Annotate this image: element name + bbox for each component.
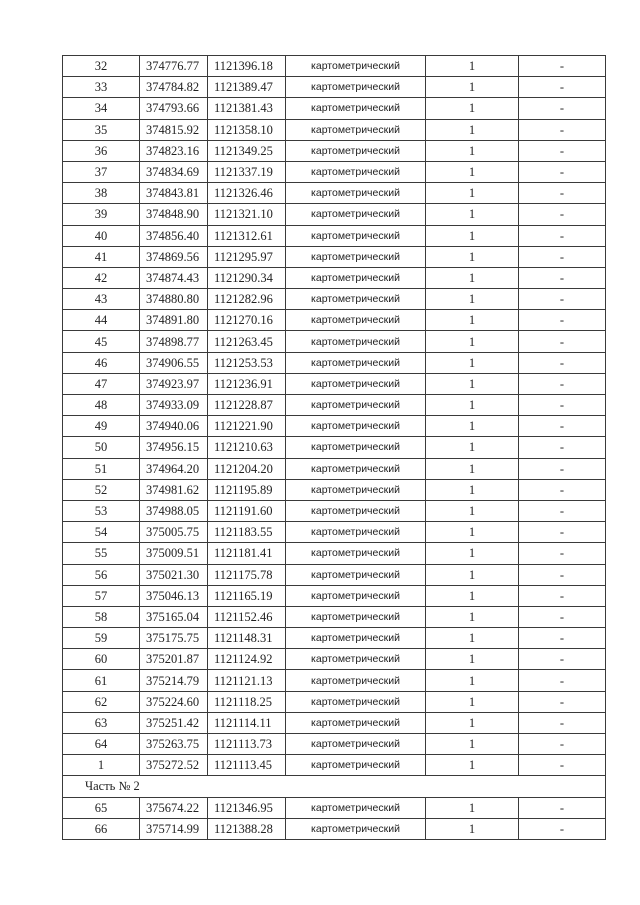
- point-number-cell: 41: [63, 246, 140, 267]
- table-row: [63, 331, 606, 352]
- note-cell: -: [519, 437, 606, 458]
- table-row: [63, 98, 606, 119]
- table-row: [63, 818, 606, 839]
- x-coordinate-cell: 374981.62: [140, 479, 208, 500]
- method-cell: картометрический: [286, 395, 426, 416]
- note-cell: -: [519, 331, 606, 352]
- point-number-cell: 52: [63, 479, 140, 500]
- table-row: [63, 373, 606, 394]
- point-number-cell: 35: [63, 119, 140, 140]
- y-coordinate-cell: 1121282.96: [208, 289, 286, 310]
- point-number-cell: 66: [63, 818, 140, 839]
- table-row: [63, 649, 606, 670]
- point-number-cell: 37: [63, 161, 140, 182]
- accuracy-category-cell: 1: [426, 98, 519, 119]
- note-cell: -: [519, 734, 606, 755]
- x-coordinate-cell: 375021.30: [140, 564, 208, 585]
- x-coordinate-cell: 375201.87: [140, 649, 208, 670]
- point-number-cell: 47: [63, 373, 140, 394]
- point-number-cell: 61: [63, 670, 140, 691]
- table-row: [63, 395, 606, 416]
- method-cell: картометрический: [286, 755, 426, 776]
- table-row: [63, 543, 606, 564]
- table-row: [63, 289, 606, 310]
- y-coordinate-cell: 1121389.47: [208, 77, 286, 98]
- y-coordinate-cell: 1121396.18: [208, 56, 286, 77]
- accuracy-category-cell: 1: [426, 797, 519, 818]
- method-cell: картометрический: [286, 543, 426, 564]
- note-cell: -: [519, 755, 606, 776]
- method-cell: картометрический: [286, 479, 426, 500]
- accuracy-category-cell: 1: [426, 119, 519, 140]
- point-number-cell: 48: [63, 395, 140, 416]
- accuracy-category-cell: 1: [426, 310, 519, 331]
- note-cell: -: [519, 225, 606, 246]
- accuracy-category-cell: 1: [426, 161, 519, 182]
- x-coordinate-cell: 374880.80: [140, 289, 208, 310]
- method-cell: картометрический: [286, 331, 426, 352]
- table-row: [63, 670, 606, 691]
- method-cell: картометрический: [286, 225, 426, 246]
- point-number-cell: 49: [63, 416, 140, 437]
- note-cell: -: [519, 458, 606, 479]
- y-coordinate-cell: 1121263.45: [208, 331, 286, 352]
- accuracy-category-cell: 1: [426, 352, 519, 373]
- y-coordinate-cell: 1121165.19: [208, 585, 286, 606]
- point-number-cell: 38: [63, 183, 140, 204]
- x-coordinate-cell: 374834.69: [140, 161, 208, 182]
- table-row: [63, 691, 606, 712]
- table-row: [63, 564, 606, 585]
- point-number-cell: 56: [63, 564, 140, 585]
- point-number-cell: 64: [63, 734, 140, 755]
- note-cell: -: [519, 140, 606, 161]
- point-number-cell: 63: [63, 712, 140, 733]
- note-cell: -: [519, 289, 606, 310]
- y-coordinate-cell: 1121183.55: [208, 522, 286, 543]
- accuracy-category-cell: 1: [426, 373, 519, 394]
- point-number-cell: 33: [63, 77, 140, 98]
- accuracy-category-cell: 1: [426, 140, 519, 161]
- note-cell: -: [519, 479, 606, 500]
- x-coordinate-cell: 375674.22: [140, 797, 208, 818]
- accuracy-category-cell: 1: [426, 500, 519, 521]
- y-coordinate-cell: 1121148.31: [208, 628, 286, 649]
- x-coordinate-cell: 374848.90: [140, 204, 208, 225]
- note-cell: -: [519, 77, 606, 98]
- method-cell: картометрический: [286, 437, 426, 458]
- table-row: [63, 119, 606, 140]
- note-cell: -: [519, 670, 606, 691]
- point-number-cell: 34: [63, 98, 140, 119]
- method-cell: картометрический: [286, 77, 426, 98]
- accuracy-category-cell: 1: [426, 183, 519, 204]
- method-cell: картометрический: [286, 458, 426, 479]
- y-coordinate-cell: 1121113.73: [208, 734, 286, 755]
- point-number-cell: 65: [63, 797, 140, 818]
- point-number-cell: 55: [63, 543, 140, 564]
- note-cell: -: [519, 585, 606, 606]
- y-coordinate-cell: 1121388.28: [208, 818, 286, 839]
- note-cell: -: [519, 543, 606, 564]
- table-row: [63, 204, 606, 225]
- y-coordinate-cell: 1121204.20: [208, 458, 286, 479]
- x-coordinate-cell: 375165.04: [140, 606, 208, 627]
- note-cell: -: [519, 564, 606, 585]
- accuracy-category-cell: 1: [426, 543, 519, 564]
- x-coordinate-cell: 375272.52: [140, 755, 208, 776]
- accuracy-category-cell: 1: [426, 755, 519, 776]
- table-row: [63, 797, 606, 818]
- method-cell: картометрический: [286, 204, 426, 225]
- x-coordinate-cell: 374891.80: [140, 310, 208, 331]
- accuracy-category-cell: 1: [426, 56, 519, 77]
- x-coordinate-cell: 375005.75: [140, 522, 208, 543]
- note-cell: -: [519, 119, 606, 140]
- method-cell: картометрический: [286, 606, 426, 627]
- y-coordinate-cell: 1121113.45: [208, 755, 286, 776]
- x-coordinate-cell: 375175.75: [140, 628, 208, 649]
- x-coordinate-cell: 374964.20: [140, 458, 208, 479]
- document-page: [62, 55, 605, 840]
- point-number-cell: 54: [63, 522, 140, 543]
- x-coordinate-cell: 374874.43: [140, 267, 208, 288]
- accuracy-category-cell: 1: [426, 564, 519, 585]
- point-number-cell: 59: [63, 628, 140, 649]
- section-row: [63, 776, 606, 797]
- x-coordinate-cell: 374923.97: [140, 373, 208, 394]
- table-row: [63, 416, 606, 437]
- note-cell: -: [519, 818, 606, 839]
- method-cell: картометрический: [286, 585, 426, 606]
- accuracy-category-cell: 1: [426, 628, 519, 649]
- accuracy-category-cell: 1: [426, 522, 519, 543]
- point-number-cell: 51: [63, 458, 140, 479]
- accuracy-category-cell: 1: [426, 246, 519, 267]
- accuracy-category-cell: 1: [426, 734, 519, 755]
- y-coordinate-cell: 1121321.10: [208, 204, 286, 225]
- table-row: [63, 500, 606, 521]
- point-number-cell: 45: [63, 331, 140, 352]
- point-number-cell: 44: [63, 310, 140, 331]
- note-cell: -: [519, 352, 606, 373]
- table-row: [63, 522, 606, 543]
- y-coordinate-cell: 1121181.41: [208, 543, 286, 564]
- note-cell: -: [519, 310, 606, 331]
- y-coordinate-cell: 1121358.10: [208, 119, 286, 140]
- point-number-cell: 62: [63, 691, 140, 712]
- x-coordinate-cell: 375009.51: [140, 543, 208, 564]
- y-coordinate-cell: 1121195.89: [208, 479, 286, 500]
- x-coordinate-cell: 374784.82: [140, 77, 208, 98]
- accuracy-category-cell: 1: [426, 437, 519, 458]
- point-number-cell: 36: [63, 140, 140, 161]
- method-cell: картометрический: [286, 289, 426, 310]
- method-cell: картометрический: [286, 119, 426, 140]
- note-cell: -: [519, 522, 606, 543]
- note-cell: -: [519, 267, 606, 288]
- y-coordinate-cell: 1121118.25: [208, 691, 286, 712]
- accuracy-category-cell: 1: [426, 606, 519, 627]
- table-row: [63, 225, 606, 246]
- x-coordinate-cell: 375046.13: [140, 585, 208, 606]
- y-coordinate-cell: 1121152.46: [208, 606, 286, 627]
- note-cell: -: [519, 204, 606, 225]
- table-row: [63, 437, 606, 458]
- method-cell: картометрический: [286, 98, 426, 119]
- x-coordinate-cell: 375224.60: [140, 691, 208, 712]
- method-cell: картометрический: [286, 310, 426, 331]
- note-cell: -: [519, 161, 606, 182]
- note-cell: -: [519, 373, 606, 394]
- accuracy-category-cell: 1: [426, 289, 519, 310]
- y-coordinate-cell: 1121124.92: [208, 649, 286, 670]
- accuracy-category-cell: 1: [426, 585, 519, 606]
- point-number-cell: 50: [63, 437, 140, 458]
- method-cell: картометрический: [286, 183, 426, 204]
- y-coordinate-cell: 1121253.53: [208, 352, 286, 373]
- x-coordinate-cell: 374956.15: [140, 437, 208, 458]
- y-coordinate-cell: 1121337.19: [208, 161, 286, 182]
- method-cell: картометрический: [286, 373, 426, 394]
- method-cell: картометрический: [286, 628, 426, 649]
- table-row: [63, 161, 606, 182]
- accuracy-category-cell: 1: [426, 649, 519, 670]
- note-cell: -: [519, 797, 606, 818]
- table-row: [63, 585, 606, 606]
- method-cell: картометрический: [286, 564, 426, 585]
- method-cell: картометрический: [286, 797, 426, 818]
- accuracy-category-cell: 1: [426, 395, 519, 416]
- y-coordinate-cell: 1121221.90: [208, 416, 286, 437]
- table-row: [63, 628, 606, 649]
- x-coordinate-cell: 374869.56: [140, 246, 208, 267]
- table-row: [63, 479, 606, 500]
- point-number-cell: 1: [63, 755, 140, 776]
- point-number-cell: 60: [63, 649, 140, 670]
- y-coordinate-cell: 1121326.46: [208, 183, 286, 204]
- coordinates-table: [62, 55, 606, 840]
- method-cell: картометрический: [286, 712, 426, 733]
- table-row: [63, 755, 606, 776]
- y-coordinate-cell: 1121381.43: [208, 98, 286, 119]
- method-cell: картометрический: [286, 500, 426, 521]
- method-cell: картометрический: [286, 267, 426, 288]
- x-coordinate-cell: 374988.05: [140, 500, 208, 521]
- method-cell: картометрический: [286, 352, 426, 373]
- y-coordinate-cell: 1121210.63: [208, 437, 286, 458]
- accuracy-category-cell: 1: [426, 818, 519, 839]
- table-row: [63, 77, 606, 98]
- x-coordinate-cell: 374940.06: [140, 416, 208, 437]
- table-row: [63, 246, 606, 267]
- x-coordinate-cell: 374933.09: [140, 395, 208, 416]
- point-number-cell: 40: [63, 225, 140, 246]
- method-cell: картометрический: [286, 140, 426, 161]
- accuracy-category-cell: 1: [426, 712, 519, 733]
- section-label: Часть № 2: [63, 776, 606, 797]
- method-cell: картометрический: [286, 818, 426, 839]
- note-cell: -: [519, 183, 606, 204]
- y-coordinate-cell: 1121346.95: [208, 797, 286, 818]
- x-coordinate-cell: 375263.75: [140, 734, 208, 755]
- note-cell: -: [519, 691, 606, 712]
- x-coordinate-cell: 374906.55: [140, 352, 208, 373]
- table-row: [63, 458, 606, 479]
- y-coordinate-cell: 1121349.25: [208, 140, 286, 161]
- note-cell: -: [519, 712, 606, 733]
- x-coordinate-cell: 375214.79: [140, 670, 208, 691]
- table-row: [63, 267, 606, 288]
- accuracy-category-cell: 1: [426, 479, 519, 500]
- method-cell: картометрический: [286, 246, 426, 267]
- accuracy-category-cell: 1: [426, 225, 519, 246]
- method-cell: картометрический: [286, 670, 426, 691]
- point-number-cell: 53: [63, 500, 140, 521]
- method-cell: картометрический: [286, 522, 426, 543]
- note-cell: -: [519, 649, 606, 670]
- x-coordinate-cell: 374823.16: [140, 140, 208, 161]
- x-coordinate-cell: 374776.77: [140, 56, 208, 77]
- note-cell: -: [519, 628, 606, 649]
- point-number-cell: 42: [63, 267, 140, 288]
- accuracy-category-cell: 1: [426, 458, 519, 479]
- y-coordinate-cell: 1121121.13: [208, 670, 286, 691]
- table-row: [63, 712, 606, 733]
- accuracy-category-cell: 1: [426, 77, 519, 98]
- note-cell: -: [519, 98, 606, 119]
- point-number-cell: 39: [63, 204, 140, 225]
- accuracy-category-cell: 1: [426, 204, 519, 225]
- table-row: [63, 310, 606, 331]
- accuracy-category-cell: 1: [426, 267, 519, 288]
- point-number-cell: 57: [63, 585, 140, 606]
- y-coordinate-cell: 1121270.16: [208, 310, 286, 331]
- y-coordinate-cell: 1121114.11: [208, 712, 286, 733]
- table-row: [63, 352, 606, 373]
- point-number-cell: 32: [63, 56, 140, 77]
- accuracy-category-cell: 1: [426, 691, 519, 712]
- x-coordinate-cell: 374898.77: [140, 331, 208, 352]
- y-coordinate-cell: 1121312.61: [208, 225, 286, 246]
- y-coordinate-cell: 1121236.91: [208, 373, 286, 394]
- table-row: [63, 56, 606, 77]
- accuracy-category-cell: 1: [426, 670, 519, 691]
- y-coordinate-cell: 1121175.78: [208, 564, 286, 585]
- coordinates-table-body: [63, 56, 606, 840]
- y-coordinate-cell: 1121295.97: [208, 246, 286, 267]
- note-cell: -: [519, 56, 606, 77]
- y-coordinate-cell: 1121191.60: [208, 500, 286, 521]
- y-coordinate-cell: 1121290.34: [208, 267, 286, 288]
- table-row: [63, 140, 606, 161]
- method-cell: картометрический: [286, 734, 426, 755]
- table-row: [63, 734, 606, 755]
- note-cell: -: [519, 395, 606, 416]
- x-coordinate-cell: 375714.99: [140, 818, 208, 839]
- note-cell: -: [519, 416, 606, 437]
- point-number-cell: 46: [63, 352, 140, 373]
- x-coordinate-cell: 374815.92: [140, 119, 208, 140]
- method-cell: картометрический: [286, 56, 426, 77]
- accuracy-category-cell: 1: [426, 416, 519, 437]
- accuracy-category-cell: 1: [426, 331, 519, 352]
- x-coordinate-cell: 374793.66: [140, 98, 208, 119]
- x-coordinate-cell: 375251.42: [140, 712, 208, 733]
- table-row: [63, 606, 606, 627]
- x-coordinate-cell: 374856.40: [140, 225, 208, 246]
- note-cell: -: [519, 606, 606, 627]
- method-cell: картометрический: [286, 416, 426, 437]
- y-coordinate-cell: 1121228.87: [208, 395, 286, 416]
- note-cell: -: [519, 246, 606, 267]
- note-cell: -: [519, 500, 606, 521]
- method-cell: картометрический: [286, 649, 426, 670]
- table-row: [63, 183, 606, 204]
- x-coordinate-cell: 374843.81: [140, 183, 208, 204]
- point-number-cell: 58: [63, 606, 140, 627]
- point-number-cell: 43: [63, 289, 140, 310]
- method-cell: картометрический: [286, 691, 426, 712]
- method-cell: картометрический: [286, 161, 426, 182]
